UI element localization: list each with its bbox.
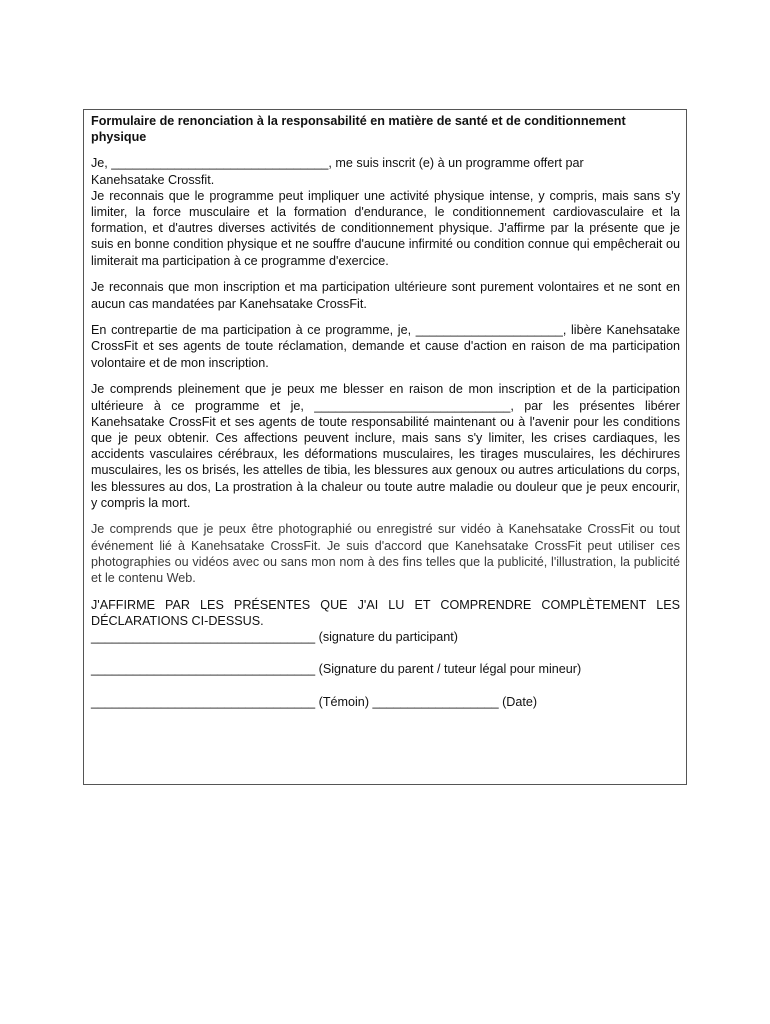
injury-release-paragraph: Je comprends pleinement que je peux me blesser en raison de mon inscription et de la participation ultérieure à ce programme et je, ____________________________, par les présentes libérer Kanehsatake CrossFit et ses agents de toute responsabilité maintenant ou à l'avenir pour les conditions que je peux obtenir. Ces affections peuvent inclure, mais sans s'y limiter, les crises cardiaques, les accidents vasculaires cérébraux, les déformations musculaires, les tirages musculaires, les déchirures musculaires, les os brisés, les attelles de tibia, les blessures aux genoux ou autres articulations du corps, les blessures au dos, La prostration à la chaleur ou toute autre maladie ou douleur que je peux encourir, y compris la mort. (91, 382, 680, 510)
voluntary-participation-paragraph: Je reconnais que mon inscription et ma participation ultérieure sont purement volontaires et ne sont en aucun cas mandatées par Kanehsatake CrossFit. (91, 280, 680, 311)
form-title: Formulaire de renonciation à la responsabilité en matière de santé et de conditionnement physique (91, 114, 626, 145)
photo-consent-paragraph: Je comprends que je peux être photographié ou enregistré sur vidéo à Kanehsatake CrossFit ou tout événement lié à Kanehsatake CrossFit. Je suis d'accord que Kanehsatake CrossFit peut utiliser ces photographies ou vidéos avec ou sans mon nom à des fins telles que la publicité, l'illustration, la publicité et le contenu Web. (91, 522, 680, 586)
affirmation-statement: J'AFFIRME PAR LES PRÉSENTES QUE J'AI LU ET COMPRENDRE COMPLÈTEMENT LES DÉCLARATIONS CI-DESSUS. (91, 597, 680, 628)
participant-signature-line: ________________________________ (signature du participant) (91, 630, 458, 645)
intro-name-paragraph (91, 155, 680, 187)
parent-signature-line: ________________________________ (Signature du parent / tuteur légal pour mineur) (91, 662, 582, 677)
intro-organization-line: Kanehsatake Crossfit. (91, 172, 215, 187)
witness-date-line: ________________________________ (Témoin) __________________ (Date) (91, 694, 538, 709)
intro-name-line: Je, _______________________________, me suis inscrit (e) à un programme offert par (91, 156, 584, 171)
release-paragraph: En contrepartie de ma participation à ce programme, je, _____________________, libère Kanehsatake CrossFit et ses agents de toute réclamation, demande et cause d'action en raison de ma participation volontaire et de mon inscription. (91, 323, 680, 370)
physical-activity-paragraph: Je reconnais que le programme peut impliquer une activité physique intense, y compris, mais sans s'y limiter, la force musculaire et la formation d'endurance, le conditionnement cardiovasculaire et la formation, et d'autres diverses activités de conditionnement physique. J'affirme par la présente que je suis en bonne condition physique et ne souffre d'aucune infirmité ou condition connue qui empêcherait ou limiterait ma participation à ce programme d'exercice. (91, 188, 680, 268)
waiver-form (83, 109, 687, 785)
